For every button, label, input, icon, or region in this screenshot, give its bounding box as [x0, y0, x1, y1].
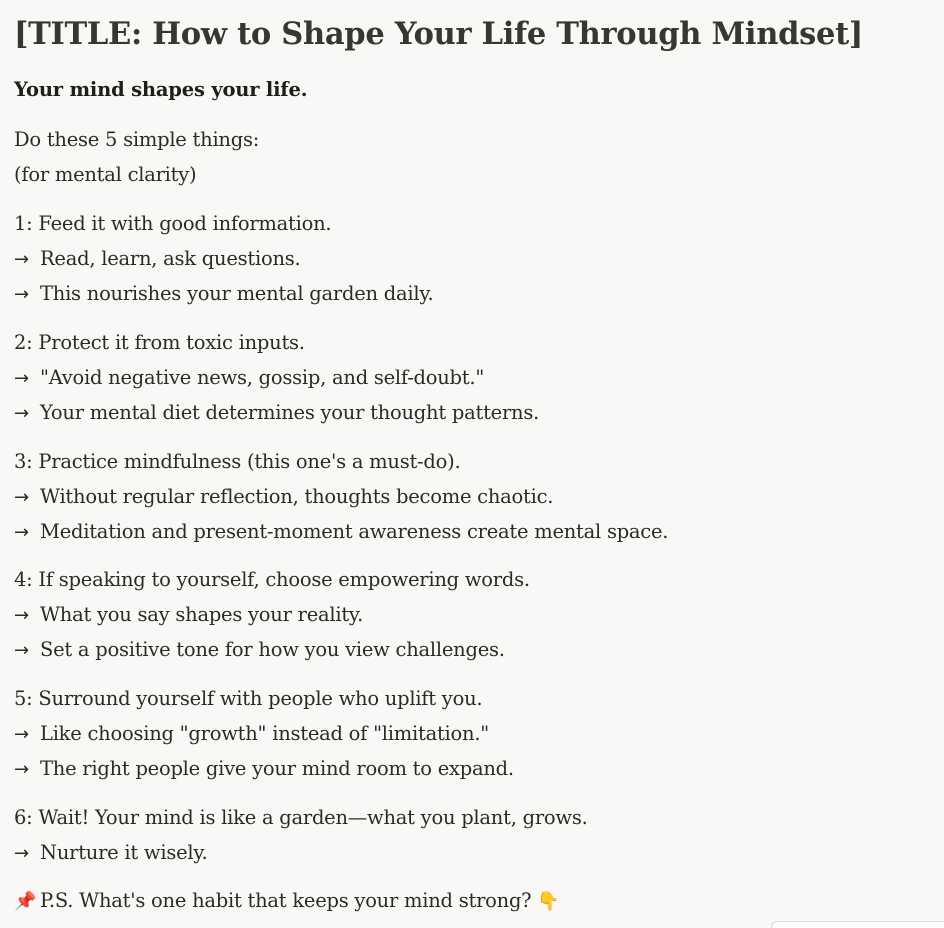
- arrow-icon: →: [14, 284, 29, 305]
- item-heading: 6: Wait! Your mind is like a garden—what you plant, grows.: [14, 806, 588, 829]
- item-point-text: Without regular reflection, thoughts become chaotic.: [40, 485, 554, 508]
- arrow-icon: →: [14, 487, 29, 508]
- item-point: [14, 722, 489, 747]
- item-point: [14, 638, 505, 663]
- arrow-icon: →: [14, 843, 29, 864]
- item-heading: 5: Surround yourself with people who uplift you.: [14, 687, 483, 710]
- item-point-text: This nourishes your mental garden daily.: [40, 282, 434, 305]
- arrow-icon: →: [14, 249, 29, 270]
- item-point-text: Set a positive tone for how you view challenges.: [40, 638, 505, 661]
- ps-text: P.S. What's one habit that keeps your mind strong?: [40, 889, 532, 912]
- item-heading: 4: If speaking to yourself, choose empowering words.: [14, 568, 530, 591]
- item-heading: 3: Practice mindfulness (this one's a must-do).: [14, 450, 461, 473]
- item-heading: 2: Protect it from toxic inputs.: [14, 331, 305, 354]
- item-point: [14, 247, 300, 272]
- arrow-icon: →: [14, 522, 29, 543]
- item-point: [14, 603, 363, 628]
- arrow-icon: →: [14, 640, 29, 661]
- item-point-text: Like choosing "growth" instead of "limitation.": [40, 722, 490, 745]
- item-point-text: Meditation and present-moment awareness create mental space.: [40, 520, 669, 543]
- intro-line: Do these 5 simple things:: [14, 128, 260, 151]
- pushpin-icon: 📌: [14, 891, 37, 912]
- item-point: [14, 485, 553, 510]
- item-heading: 1: Feed it with good information.: [14, 212, 332, 235]
- item-point: [14, 841, 208, 866]
- item-point: [14, 401, 539, 426]
- post-title: [TITLE: How to Shape Your Life Through Mindset]: [14, 16, 863, 52]
- item-point: [14, 757, 514, 782]
- ps-line: [14, 889, 560, 914]
- item-point-text: Read, learn, ask questions.: [40, 247, 301, 270]
- arrow-icon: →: [14, 403, 29, 424]
- item-point: [14, 520, 668, 545]
- intro-line: (for mental clarity): [14, 163, 197, 186]
- pointing-down-icon: 👇: [537, 891, 560, 912]
- arrow-icon: →: [14, 759, 29, 780]
- item-point: [14, 366, 484, 391]
- arrow-icon: →: [14, 368, 29, 389]
- item-point-text: What you say shapes your reality.: [40, 603, 364, 626]
- arrow-icon: →: [14, 605, 29, 626]
- arrow-icon: →: [14, 724, 29, 745]
- item-point-text: Nurture it wisely.: [40, 841, 208, 864]
- item-point-text: Your mental diet determines your thought patterns.: [40, 401, 540, 424]
- item-point-text: The right people give your mind room to expand.: [40, 757, 514, 780]
- item-point-text: "Avoid negative news, gossip, and self-doubt.": [40, 366, 485, 389]
- corner-panel-edge: [771, 921, 944, 928]
- post-subtitle: Your mind shapes your life.: [14, 78, 308, 101]
- item-point: [14, 282, 433, 307]
